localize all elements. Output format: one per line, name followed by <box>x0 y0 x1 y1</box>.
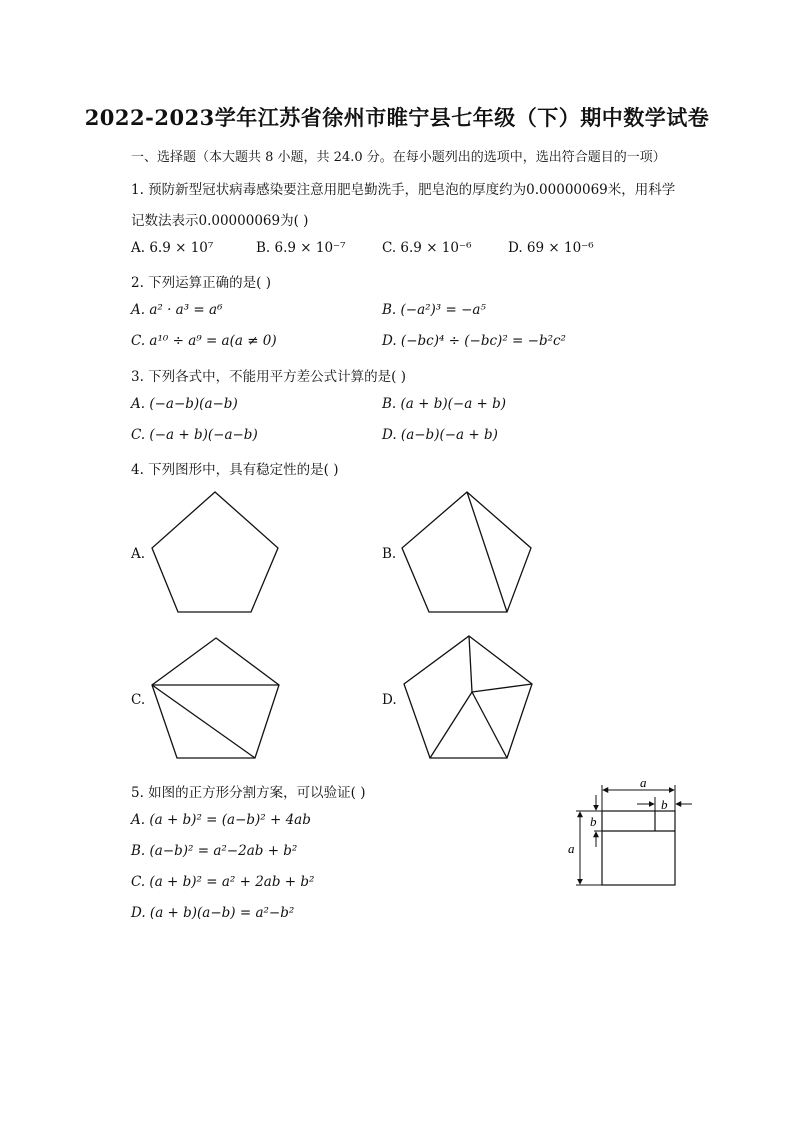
pentagon-d-segment-2 <box>472 684 532 692</box>
section-heading: 一、选择题（本大题共 8 小题，共 24.0 分。在每小题列出的选项中，选出符合题目的一项） <box>131 150 666 165</box>
pentagon-d <box>404 636 532 758</box>
q4-label-c: C. <box>131 692 146 708</box>
pentagon-d-segment-4 <box>430 692 472 758</box>
q1-option-a: A. 6.9 × 10⁷ <box>131 240 214 256</box>
q1-stem-line1: 1. 预防新型冠状病毒感染要注意用肥皂勤洗手，肥皂泡的厚度约为0.00000069米，用科学 <box>131 182 676 198</box>
dim-label-b-left: b <box>590 814 597 829</box>
q3-option-c: C. (−a + b)(−a−b) <box>131 427 258 443</box>
q2-option-b: B. (−a²)³ = −a⁵ <box>382 302 486 318</box>
q3-stem: 3. 下列各式中，不能用平方差公式计算的是( ) <box>131 369 406 385</box>
pentagon-b <box>402 492 531 612</box>
outer-square <box>602 811 675 885</box>
pentagon-a-figure <box>140 490 280 620</box>
q2-stem: 2. 下列运算正确的是( ) <box>131 275 271 291</box>
q4-label-d: D. <box>382 692 397 708</box>
q2-option-d: D. (−bc)⁴ ÷ (−bc)² = −b²c² <box>382 333 566 349</box>
dim-label-a-left: a <box>568 841 575 856</box>
pentagon-b-figure <box>393 490 533 620</box>
q5-option-c: C. (a + b)² = a² + 2ab + b² <box>131 874 315 890</box>
q3-option-a: A. (−a−b)(a−b) <box>131 396 238 412</box>
q5-option-a: A. (a + b)² = (a−b)² + 4ab <box>131 812 311 828</box>
q4-label-b: B. <box>382 546 397 562</box>
q1-option-d: D. 69 × 10⁻⁶ <box>508 240 594 256</box>
q3-option-b: B. (a + b)(−a + b) <box>382 396 507 412</box>
q1-option-c: C. 6.9 × 10⁻⁶ <box>382 240 472 256</box>
pentagon-d-segment-1 <box>469 636 472 692</box>
q4-stem: 4. 下列图形中，具有稳定性的是( ) <box>131 462 339 478</box>
q3-option-d: D. (a−b)(−a + b) <box>382 427 498 443</box>
q5-option-b: B. (a−b)² = a²−2ab + b² <box>131 843 298 859</box>
q2-option-a: A. a² · a³ = a⁶ <box>131 302 223 318</box>
page-title: 2022-2023学年江苏省徐州市睢宁县七年级（下）期中数学试卷 <box>84 105 710 130</box>
pentagon-d-figure <box>393 632 543 762</box>
pentagon-c-diagonal-2 <box>152 685 255 758</box>
q4-label-a: A. <box>131 546 146 562</box>
pentagon-a <box>152 492 278 612</box>
square-division-figure <box>562 775 697 890</box>
q2-option-c: C. a¹⁰ ÷ a⁹ = a(a ≠ 0) <box>131 333 277 349</box>
q1-stem-line2: 记数法表示0.00000069为( ) <box>131 213 309 229</box>
pentagon-c-figure <box>140 636 290 766</box>
pentagon-d-segment-3 <box>472 692 507 758</box>
q5-stem: 5. 如图的正方形分割方案，可以验证( ) <box>131 785 366 801</box>
q1-option-b: B. 6.9 × 10⁻⁷ <box>256 240 346 256</box>
q5-option-d: D. (a + b)(a−b) = a²−b² <box>131 905 295 921</box>
dim-label-b-top: b <box>661 797 668 812</box>
dim-label-a-top: a <box>640 775 647 790</box>
